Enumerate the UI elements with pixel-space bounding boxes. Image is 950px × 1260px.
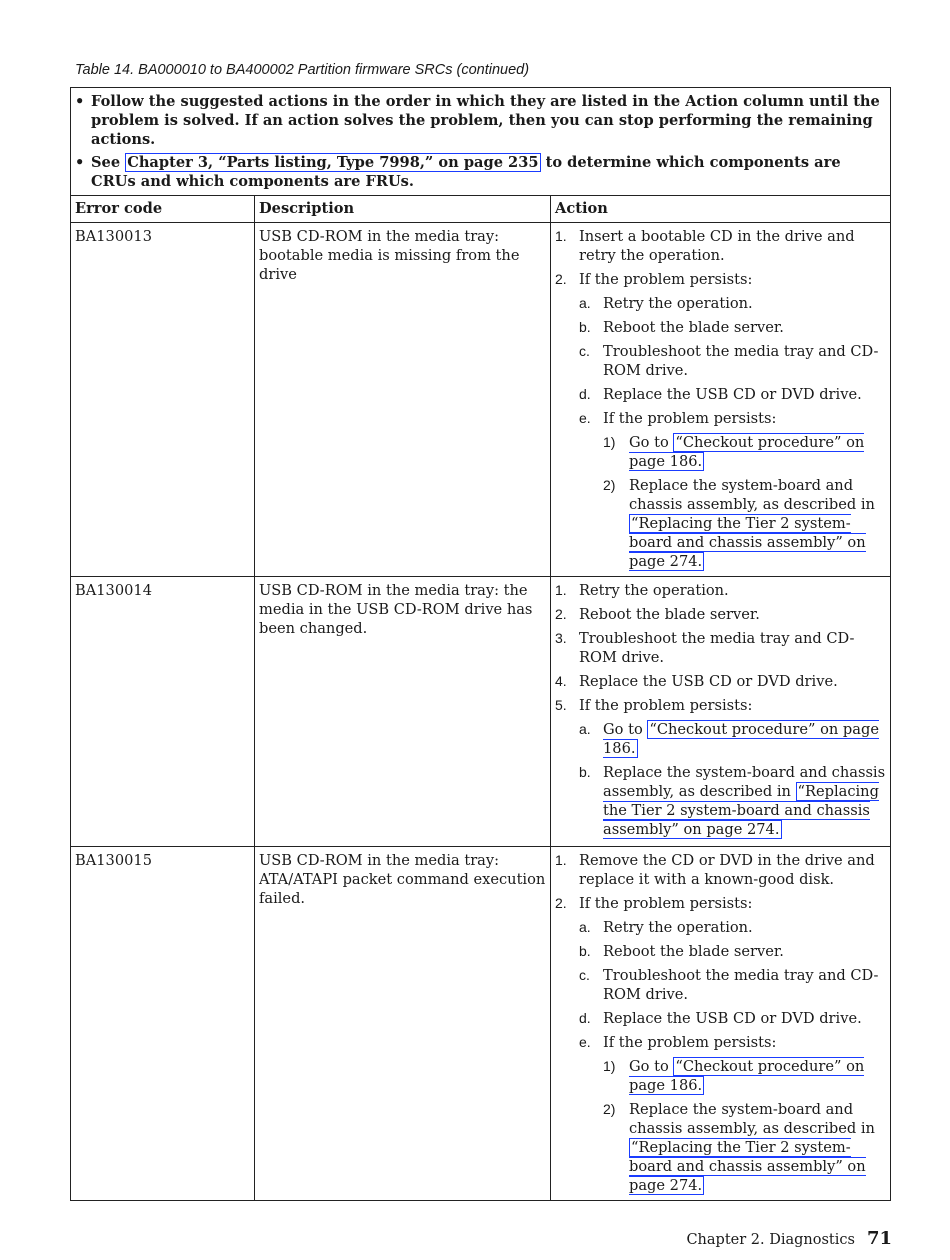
checkout-procedure-link[interactable]: “Checkout procedure” on page 186.	[629, 1058, 865, 1094]
description-cell: USB CD-ROM in the media tray: ATA/ATAPI packet command execution failed.	[255, 847, 551, 1201]
checkout-procedure-link[interactable]: “Checkout procedure” on page 186.	[603, 721, 879, 757]
action-substep	[579, 294, 886, 313]
action-substep	[579, 918, 886, 937]
page-number: 71	[866, 1228, 892, 1249]
substep-text: Troubleshoot the media tray and CD-ROM drive.	[603, 343, 879, 379]
header-action: Action	[551, 196, 891, 223]
substep-text: Reboot the blade server.	[603, 943, 784, 960]
action-subsubstep	[603, 433, 886, 471]
footer-chapter: Chapter 2. Diagnostics	[686, 1232, 855, 1248]
replacing-system-board-link[interactable]: “Replacing the Tier 2 system-board and chassis assembly” on page 274.	[629, 515, 866, 570]
action-substep	[579, 966, 886, 1004]
substep-letter: d.	[579, 1010, 591, 1026]
description-cell: USB CD-ROM in the media tray: the media in the USB CD-ROM drive has been changed.	[255, 577, 551, 847]
subsubstep-number: 2)	[603, 477, 616, 493]
checkout-procedure-link[interactable]: “Checkout procedure” on page 186.	[629, 434, 865, 470]
step-number: 2.	[555, 895, 567, 911]
action-substep	[579, 318, 886, 337]
step-text: Troubleshoot the media tray and CD-ROM drive.	[579, 630, 855, 666]
step-number: 5.	[555, 697, 567, 713]
error-code-cell: BA130015	[71, 847, 255, 1201]
header-row	[71, 196, 891, 223]
action-subsubstep	[603, 1100, 886, 1195]
table-row	[71, 577, 891, 847]
substep-letter: b.	[579, 943, 591, 959]
step-text: If the problem persists:	[579, 697, 753, 714]
substep-text: Retry the operation.	[603, 919, 753, 936]
error-code-cell: BA130014	[71, 577, 255, 847]
step-number: 3.	[555, 630, 567, 646]
substep-letter: d.	[579, 386, 591, 402]
subsubstep-text: Go to	[629, 1058, 674, 1075]
subsubstep-text: Replace the system-board and chassis assembly, as described in	[629, 1101, 875, 1137]
substep-letter: a.	[579, 721, 591, 737]
table-row	[71, 847, 891, 1201]
action-subsubstep	[603, 1057, 886, 1095]
substep-letter: c.	[579, 967, 590, 983]
substep-letter: a.	[579, 295, 591, 311]
action-substep	[579, 763, 886, 839]
action-step	[555, 629, 886, 667]
substep-text: Reboot the blade server.	[603, 319, 784, 336]
action-substep	[579, 1033, 886, 1195]
action-step	[555, 605, 886, 624]
substep-text: Replace the USB CD or DVD drive.	[603, 386, 862, 403]
action-step	[555, 696, 886, 839]
substep-letter: b.	[579, 764, 591, 780]
action-step	[555, 894, 886, 1195]
substep-text: Replace the system-board and chassis assembly, as described in	[603, 764, 886, 800]
src-table	[70, 87, 891, 1201]
description-cell: USB CD-ROM in the media tray: bootable media is missing from the drive	[255, 223, 551, 577]
step-text: Remove the CD or DVD in the drive and replace it with a known-good disk.	[579, 852, 875, 888]
step-number: 1.	[555, 582, 567, 598]
step-number: 2.	[555, 606, 567, 622]
note-text: Follow the suggested actions in the order in which they are listed in the Action column until the problem is solved. If an action solves the problem, then you can stop performing the remaining actions.	[91, 93, 880, 148]
step-number: 1.	[555, 852, 567, 868]
table-row	[71, 223, 891, 577]
note-text: to determine which components are CRUs and which components are FRUs.	[91, 154, 841, 190]
action-subsubstep	[603, 476, 886, 571]
note-item	[91, 92, 886, 149]
step-text: Retry the operation.	[579, 582, 729, 599]
action-cell	[551, 847, 891, 1201]
error-code-cell: BA130013	[71, 223, 255, 577]
action-substep	[579, 720, 886, 758]
substep-text: Troubleshoot the media tray and CD-ROM drive.	[603, 967, 879, 1003]
table-notes	[71, 88, 891, 196]
subsubstep-number: 2)	[603, 1101, 616, 1117]
action-step	[555, 270, 886, 571]
substep-text: Replace the USB CD or DVD drive.	[603, 1010, 862, 1027]
substep-letter: e.	[579, 1034, 591, 1050]
header-description: Description	[255, 196, 551, 223]
step-text: If the problem persists:	[579, 895, 753, 912]
action-substep	[579, 942, 886, 961]
step-text: Reboot the blade server.	[579, 606, 760, 623]
action-substep	[579, 409, 886, 571]
action-cell	[551, 577, 891, 847]
replacing-system-board-link[interactable]: “Replacing the Tier 2 system-board and chassis assembly” on page 274.	[603, 783, 879, 838]
substep-letter: b.	[579, 319, 591, 335]
subsubstep-text: Go to	[629, 434, 674, 451]
substep-text: Retry the operation.	[603, 295, 753, 312]
action-substep	[579, 1009, 886, 1028]
parts-listing-link[interactable]: Chapter 3, “Parts listing, Type 7998,” on page 235	[127, 154, 539, 171]
step-text: If the problem persists:	[579, 271, 753, 288]
action-step	[555, 851, 886, 889]
action-step	[555, 581, 886, 600]
substep-text: If the problem persists:	[603, 1034, 777, 1051]
action-step	[555, 672, 886, 691]
step-number: 4.	[555, 673, 567, 689]
subsubstep-text: Replace the system-board and chassis assembly, as described in	[629, 477, 875, 513]
action-cell	[551, 223, 891, 577]
note-item	[91, 153, 886, 191]
note-text: See	[91, 154, 126, 171]
subsubstep-number: 1)	[603, 434, 616, 450]
action-substep	[579, 342, 886, 380]
substep-text: If the problem persists:	[603, 410, 777, 427]
step-text: Insert a bootable CD in the drive and retry the operation.	[579, 228, 855, 264]
subsubstep-number: 1)	[603, 1058, 616, 1074]
step-text: Replace the USB CD or DVD drive.	[579, 673, 838, 690]
action-substep	[579, 385, 886, 404]
table-notes-row	[71, 88, 891, 196]
substep-letter: a.	[579, 919, 591, 935]
action-step	[555, 227, 886, 265]
substep-text: Go to	[603, 721, 648, 738]
table-caption: Table 14. BA000010 to BA400002 Partition firmware SRCs (continued)	[75, 62, 530, 78]
header-error-code: Error code	[71, 196, 255, 223]
step-number: 1.	[555, 228, 567, 244]
replacing-system-board-link[interactable]: “Replacing the Tier 2 system-board and chassis assembly” on page 274.	[629, 1139, 866, 1194]
step-number: 2.	[555, 271, 567, 287]
substep-letter: e.	[579, 410, 591, 426]
page-footer	[686, 1228, 892, 1249]
substep-letter: c.	[579, 343, 590, 359]
